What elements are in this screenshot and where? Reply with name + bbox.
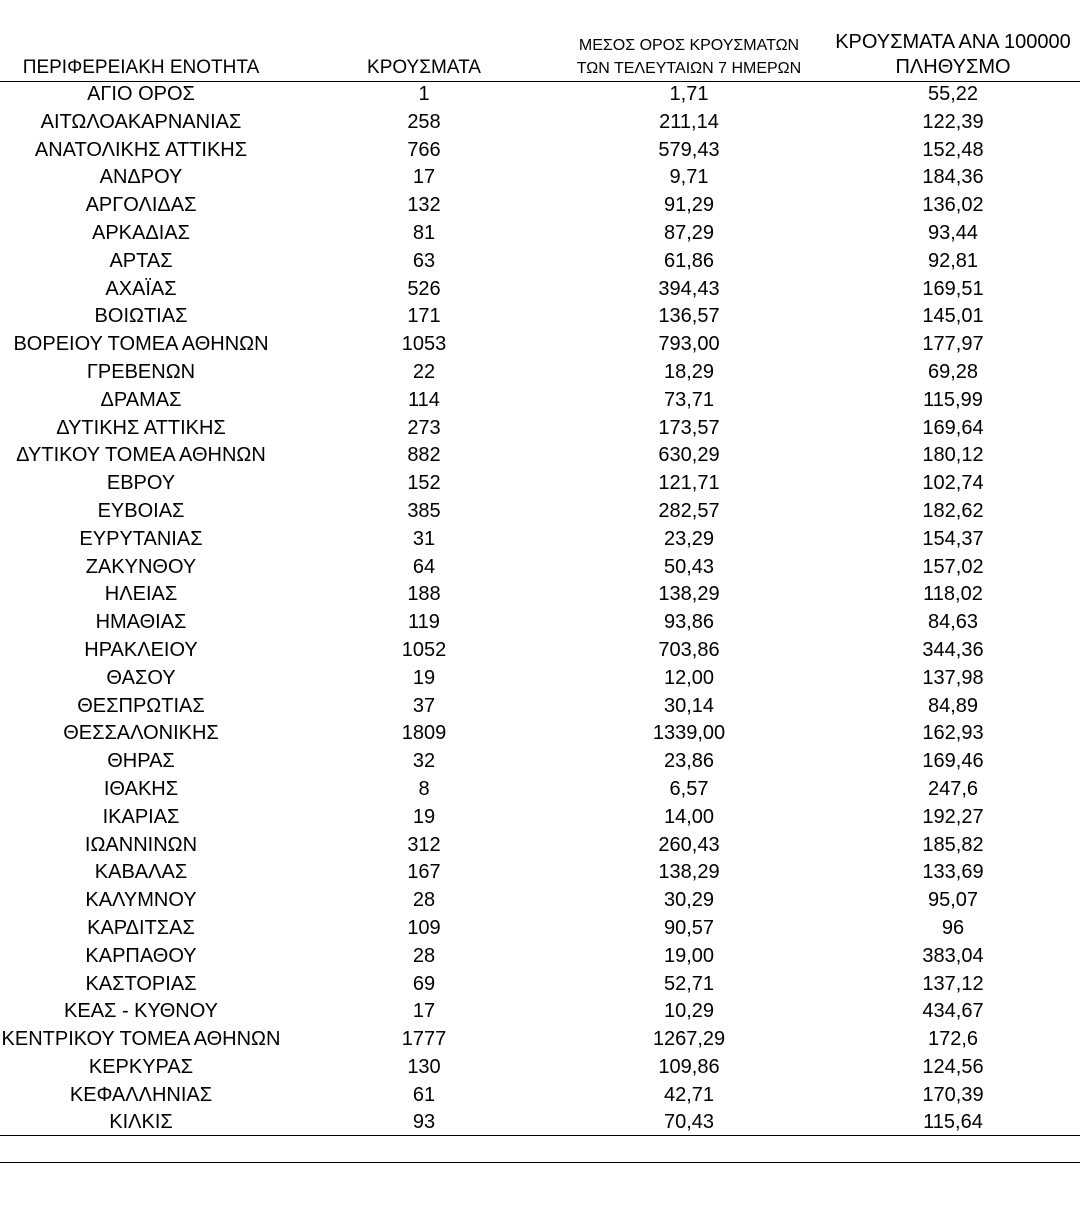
table-row: [0, 1082, 1080, 1110]
cases-cell: 28: [412, 889, 436, 912]
cases-cell: 19: [412, 666, 436, 689]
header-per100k-line1: ΚΡΟΥΣΜΑΤΑ ΑΝΑ 100000: [835, 31, 1071, 53]
avg7-cell: 23,86: [663, 750, 715, 773]
region-cell: ΒΟΙΩΤΙΑΣ: [94, 305, 188, 328]
avg7-cell: 9,71: [669, 166, 709, 189]
table-row: [0, 609, 1080, 637]
table-row: [0, 109, 1080, 137]
avg7-cell: 61,86: [663, 249, 715, 272]
cases-cell: 1: [418, 83, 430, 105]
table-bottom-border: [0, 1135, 1080, 1136]
per100k-cell: 170,39: [922, 1083, 984, 1106]
cases-cell: 114: [408, 388, 440, 411]
region-cell: ΘΑΣΟΥ: [106, 666, 176, 689]
cases-cell: 19: [412, 805, 436, 828]
cases-cell: 766: [407, 138, 441, 161]
cases-cell: 171: [407, 305, 441, 328]
per100k-cell: 115,64: [923, 1111, 983, 1134]
per100k-cell: 180,12: [922, 444, 984, 467]
region-cell: ΑΡΓΟΛΙΔΑΣ: [85, 194, 197, 217]
per100k-cell: 115,99: [923, 388, 983, 411]
cases-cell: 167: [407, 861, 441, 884]
table-row: [0, 859, 1080, 887]
avg7-cell: 6,57: [669, 777, 709, 800]
avg7-cell: 73,71: [663, 388, 715, 411]
table-row: [0, 1109, 1080, 1137]
per100k-cell: 152,48: [922, 138, 984, 161]
avg7-cell: 23,29: [663, 527, 715, 550]
per100k-cell: 169,46: [922, 750, 984, 773]
region-cell: ΚΙΛΚΙΣ: [109, 1111, 173, 1134]
table-row: [0, 804, 1080, 832]
region-cell: ΗΜΑΘΙΑΣ: [95, 611, 187, 634]
per100k-cell: 247,6: [927, 777, 979, 800]
avg7-cell: 52,71: [663, 972, 715, 995]
table-row: [0, 220, 1080, 248]
region-cell: ΗΛΕΙΑΣ: [104, 583, 178, 606]
per100k-cell: 184,36: [922, 166, 984, 189]
per100k-cell: 124,56: [922, 1055, 984, 1078]
avg7-cell: 42,71: [663, 1083, 715, 1106]
per100k-cell: 133,69: [922, 861, 984, 884]
avg7-cell: 70,43: [663, 1111, 715, 1134]
table-row: [0, 776, 1080, 804]
avg7-cell: 12,00: [663, 666, 715, 689]
avg7-cell: 394,43: [658, 277, 720, 300]
avg7-cell: 1,71: [669, 83, 709, 105]
avg7-cell: 93,86: [663, 611, 715, 634]
avg7-cell: 30,29: [663, 889, 715, 912]
per100k-cell: 177,97: [922, 333, 984, 356]
cases-cell: 130: [407, 1055, 441, 1078]
region-cell: ΘΕΣΣΑΛΟΝΙΚΗΣ: [63, 722, 219, 745]
avg7-cell: 1267,29: [652, 1028, 726, 1051]
table-row: [0, 915, 1080, 943]
table-row: [0, 1026, 1080, 1054]
region-cell: ΔΥΤΙΚΟΥ ΤΟΜΕΑ ΑΘΗΝΩΝ: [16, 444, 266, 467]
avg7-cell: 10,29: [663, 1000, 715, 1023]
per100k-cell: 434,67: [922, 1000, 984, 1023]
cases-cell: 1777: [401, 1028, 447, 1051]
cases-cell: 1809: [401, 722, 447, 745]
cases-cell: 63: [412, 249, 436, 272]
avg7-cell: 703,86: [658, 638, 720, 661]
region-cell: ΖΑΚΥΝΘΟΥ: [85, 555, 197, 578]
avg7-cell: 18,29: [663, 360, 715, 383]
per100k-cell: 162,93: [922, 722, 984, 745]
avg7-cell: 90,57: [663, 916, 715, 939]
table-row: [0, 887, 1080, 915]
per100k-cell: 69,28: [927, 360, 979, 383]
table-row: [0, 164, 1080, 192]
table-row: [0, 331, 1080, 359]
cases-cell: 64: [412, 555, 436, 578]
cases-cell: 273: [407, 416, 441, 439]
per100k-cell: 96: [941, 916, 965, 939]
table-row: [0, 137, 1080, 165]
region-cell: ΙΚΑΡΙΑΣ: [102, 805, 180, 828]
table-row: [0, 387, 1080, 415]
table-row: [0, 832, 1080, 860]
region-cell: ΔΥΤΙΚΗΣ ΑΤΤΙΚΗΣ: [56, 416, 226, 439]
header-avg7: [560, 34, 818, 80]
avg7-cell: 793,00: [658, 333, 720, 356]
table-header: [0, 28, 1080, 80]
avg7-cell: 630,29: [658, 444, 720, 467]
region-cell: ΗΡΑΚΛΕΙΟΥ: [84, 638, 198, 661]
table-row: [0, 248, 1080, 276]
region-cell: ΑΡΤΑΣ: [109, 249, 173, 272]
table-row: [0, 581, 1080, 609]
per100k-cell: 95,07: [927, 889, 979, 912]
table-row: [0, 498, 1080, 526]
per100k-cell: 102,74: [922, 472, 984, 495]
table-row: [0, 554, 1080, 582]
per100k-cell: 172,6: [927, 1028, 979, 1051]
per100k-cell: 137,12: [922, 972, 984, 995]
avg7-cell: 19,00: [663, 944, 715, 967]
cases-cell: 119: [408, 611, 440, 634]
region-cell: ΚΑΣΤΟΡΙΑΣ: [85, 972, 197, 995]
avg7-cell: 211,14: [659, 110, 719, 133]
table-row: [0, 665, 1080, 693]
per100k-cell: 185,82: [922, 833, 984, 856]
per100k-cell: 92,81: [927, 249, 979, 272]
cases-cell: 882: [407, 444, 441, 467]
table-row: [0, 81, 1080, 109]
cases-cell: 37: [412, 694, 436, 717]
region-cell: ΚΑΒΑΛΑΣ: [94, 861, 188, 884]
cases-cell: 1053: [401, 333, 447, 356]
header-avg7-line1: ΜΕΣΟΣ ΟΡΟΣ ΚΡΟΥΣΜΑΤΩΝ: [578, 37, 800, 54]
table-row: [0, 1054, 1080, 1082]
table-row: [0, 192, 1080, 220]
avg7-cell: 87,29: [663, 221, 715, 244]
avg7-cell: 282,57: [658, 499, 720, 522]
cases-cell: 32: [412, 750, 436, 773]
header-per100k-line2: ΠΛΗΘΥΣΜΟ: [895, 56, 1011, 78]
cases-cell: 152: [407, 472, 441, 495]
per100k-cell: 344,36: [922, 638, 984, 661]
per100k-cell: 122,39: [922, 110, 984, 133]
table-row: [0, 359, 1080, 387]
region-cell: ΚΕΡΚΥΡΑΣ: [88, 1055, 194, 1078]
avg7-cell: 136,57: [658, 305, 720, 328]
avg7-cell: 173,57: [658, 416, 720, 439]
table-row: [0, 415, 1080, 443]
region-cell: ΙΩΑΝΝΙΝΩΝ: [84, 833, 198, 856]
avg7-cell: 121,71: [658, 472, 720, 495]
cases-cell: 61: [412, 1083, 436, 1106]
region-cell: ΒΟΡΕΙΟΥ ΤΟΜΕΑ ΑΘΗΝΩΝ: [13, 333, 269, 356]
header-cases: ΚΡΟΥΣΜΑΤΑ: [367, 57, 481, 78]
region-cell: ΕΥΡΥΤΑΝΙΑΣ: [79, 527, 203, 550]
region-cell: ΑΧΑΪΑΣ: [105, 277, 177, 300]
cases-cell: 385: [407, 499, 441, 522]
avg7-cell: 260,43: [658, 833, 720, 856]
per100k-cell: 145,01: [922, 305, 984, 328]
cases-cell: 312: [407, 833, 441, 856]
per100k-cell: 192,27: [922, 805, 984, 828]
region-cell: ΙΘΑΚΗΣ: [103, 777, 179, 800]
table-row: [0, 748, 1080, 776]
region-cell: ΕΒΡΟΥ: [106, 472, 176, 495]
header-region: ΠΕΡΙΦΕΡΕΙΑΚΗ ΕΝΟΤΗΤΑ: [22, 57, 260, 78]
per100k-cell: 137,98: [922, 666, 984, 689]
avg7-cell: 50,43: [663, 555, 715, 578]
table-row: [0, 693, 1080, 721]
cases-cell: 22: [412, 360, 436, 383]
cases-cell: 81: [412, 221, 436, 244]
region-cell: ΚΕΝΤΡΙΚΟΥ ΤΟΜΕΑ ΑΘΗΝΩΝ: [1, 1028, 281, 1051]
region-cell: ΘΗΡΑΣ: [107, 750, 175, 773]
table-body: [0, 81, 1080, 1137]
table-footer-border: [0, 1162, 1080, 1163]
per100k-cell: 182,62: [922, 499, 984, 522]
cases-cell: 1052: [401, 638, 447, 661]
region-cell: ΚΑΡΔΙΤΣΑΣ: [87, 916, 195, 939]
table-row: [0, 998, 1080, 1026]
avg7-cell: 579,43: [658, 138, 720, 161]
per100k-cell: 157,02: [922, 555, 984, 578]
per100k-cell: 55,22: [927, 83, 979, 105]
table-row: [0, 442, 1080, 470]
region-cell: ΑΓΙΟ ΟΡΟΣ: [87, 83, 195, 105]
avg7-cell: 109,86: [658, 1055, 720, 1078]
region-cell: ΚΕΦΑΛΛΗΝΙΑΣ: [69, 1083, 213, 1106]
cases-cell: 69: [412, 972, 436, 995]
region-cell: ΑΝΔΡΟΥ: [99, 166, 183, 189]
table-row: [0, 971, 1080, 999]
avg7-cell: 138,29: [658, 583, 720, 606]
region-cell: ΑΝΑΤΟΛΙΚΗΣ ΑΤΤΙΚΗΣ: [34, 138, 248, 161]
cases-cell: 31: [412, 527, 436, 550]
table-row: [0, 276, 1080, 304]
table-row: [0, 526, 1080, 554]
avg7-cell: 1339,00: [652, 722, 726, 745]
region-cell: ΘΕΣΠΡΩΤΙΑΣ: [77, 694, 205, 717]
region-cell: ΑΙΤΩΛΟΑΚΑΡΝΑΝΙΑΣ: [40, 110, 242, 133]
cases-cell: 93: [412, 1111, 436, 1134]
table-row: [0, 637, 1080, 665]
avg7-cell: 91,29: [663, 194, 715, 217]
region-cell: ΚΕΑΣ - ΚΥΘΝΟΥ: [64, 1000, 218, 1023]
per100k-cell: 136,02: [922, 194, 984, 217]
region-cell: ΑΡΚΑΔΙΑΣ: [92, 221, 190, 244]
per100k-cell: 169,64: [922, 416, 984, 439]
region-cell: ΔΡΑΜΑΣ: [100, 388, 182, 411]
avg7-cell: 30,14: [663, 694, 715, 717]
region-cell: ΚΑΡΠΑΘΟΥ: [85, 944, 197, 967]
per100k-cell: 169,51: [922, 277, 984, 300]
cases-cell: 17: [412, 1000, 436, 1023]
per100k-cell: 383,04: [922, 944, 984, 967]
cases-cell: 526: [407, 277, 441, 300]
header-avg7-line2: ΤΩΝ ΤΕΛΕΥΤΑΙΩΝ 7 ΗΜΕΡΩΝ: [576, 60, 802, 77]
table-row: [0, 470, 1080, 498]
cases-cell: 8: [418, 777, 430, 800]
cases-cell: 132: [407, 194, 441, 217]
per100k-cell: 84,89: [927, 694, 979, 717]
region-cell: ΓΡΕΒΕΝΩΝ: [86, 360, 196, 383]
table-row: [0, 303, 1080, 331]
table-row: [0, 943, 1080, 971]
per100k-cell: 93,44: [927, 221, 979, 244]
region-cell: ΚΑΛΥΜΝΟΥ: [85, 889, 197, 912]
cases-cell: 28: [412, 944, 436, 967]
table-row: [0, 720, 1080, 748]
per100k-cell: 118,02: [923, 583, 983, 606]
cases-cell: 109: [407, 916, 441, 939]
avg7-cell: 138,29: [658, 861, 720, 884]
cases-cell: 188: [407, 583, 441, 606]
region-cell: ΕΥΒΟΙΑΣ: [97, 499, 185, 522]
per100k-cell: 84,63: [927, 611, 979, 634]
avg7-cell: 14,00: [663, 805, 715, 828]
header-per100k: [826, 30, 1080, 80]
cases-cell: 258: [407, 110, 441, 133]
cases-cell: 17: [412, 166, 436, 189]
per100k-cell: 154,37: [922, 527, 984, 550]
